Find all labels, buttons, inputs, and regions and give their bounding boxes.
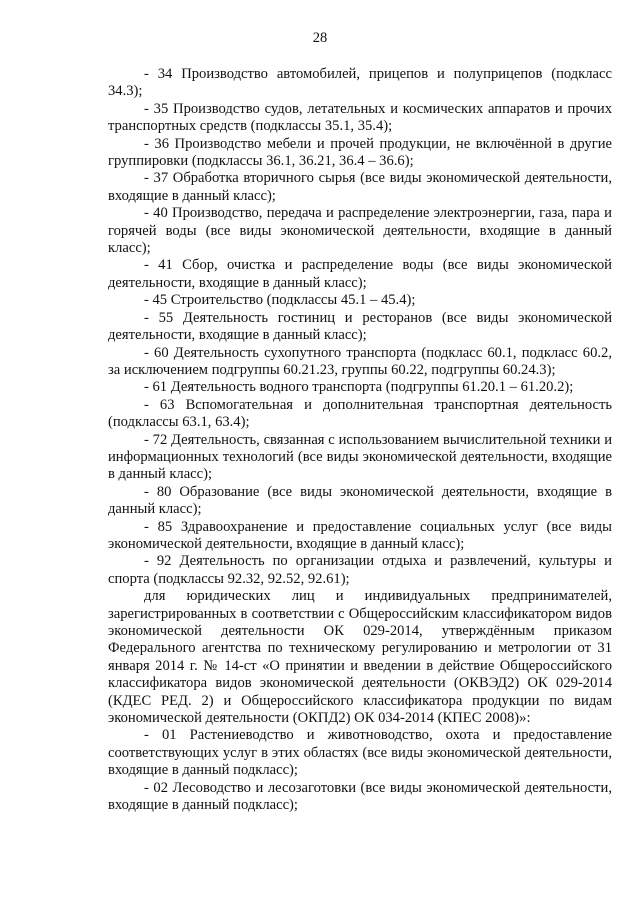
- paragraph-okved-37: - 37 Обработка вторичного сырья (все виды экономической деятельности, входящие в данный класс);: [108, 170, 612, 204]
- document-body: [108, 66, 612, 814]
- paragraph-okved-80: - 80 Образование (все виды экономической деятельности, входящие в данный класс);: [108, 483, 612, 518]
- page-number: 28: [312, 30, 328, 46]
- paragraph-okved2-intro: для юридических лиц и индивидуальных предпринимателей, зарегистрированных в соответствии с Общероссийским классификатором видов экономической деятельности ОК 029-2014, утверждённым приказом Федерального агентства по техническому регулированию и метрологии от 31 января 2014 г. № 14-ст «О принятии и введении в действие Общероссийского классификатора видов экономической деятельности (ОКВЭД2) ОК 029-2014 (КДЕС РЕД. 2) и Общероссийского классификатора продукции по видам экономической деятельности (ОКПД2) ОК 034-2014 (КПЕС 2008)»:: [108, 588, 612, 727]
- paragraph-okved-85: - 85 Здравоохранение и предоставление социальных услуг (все виды экономической деятельности, входящие в данный класс);: [108, 518, 612, 552]
- paragraph-okved-61: - 61 Деятельность водного транспорта (подгруппы 61.20.1 – 61.20.2);: [144, 379, 574, 396]
- paragraph-okved2-02: - 02 Лесоводство и лесозаготовки (все виды экономической деятельности, входящие в данный подкласс);: [108, 779, 612, 814]
- paragraph-okved-92: - 92 Деятельность по организации отдыха и развлечений, культуры и спорта (подклассы 92.32, 92.52, 92.61);: [108, 553, 612, 587]
- paragraph-okved-34: - 34 Производство автомобилей, прицепов и полуприцепов (подкласс 34.3);: [108, 66, 612, 100]
- paragraph-okved-55: - 55 Деятельность гостиниц и ресторанов (все виды экономической деятельности, входящие в данный класс);: [108, 309, 612, 344]
- paragraph-okved-41: - 41 Сбор, очистка и распределение воды (все виды экономической деятельности, входящие в данный класс);: [108, 257, 612, 291]
- paragraph-okved-35: - 35 Производство судов, летательных и космических аппаратов и прочих транспортных средств (подклассы 35.1, 35.4);: [108, 100, 612, 135]
- paragraph-okved-45: - 45 Строительство (подклассы 45.1 – 45.4);: [144, 292, 416, 309]
- paragraph-okved-60: - 60 Деятельность сухопутного транспорта (подкласс 60.1, подкласс 60.2, за исключением подгруппы 60.21.23, группы 60.22, подгруппы 60.24.3);: [108, 344, 612, 378]
- paragraph-okved2-01: - 01 Растениеводство и животноводство, охота и предоставление соответствующих услуг в этих областях (все виды экономической деятельности, входящие в данный подкласс);: [108, 727, 612, 779]
- paragraph-okved-40: - 40 Производство, передача и распределение электроэнергии, газа, пара и горячей воды (все виды экономической деятельности, входящие в данный класс);: [108, 205, 612, 257]
- paragraph-okved-63: - 63 Вспомогательная и дополнительная транспортная деятельность (подклассы 63.1, 63.4);: [108, 396, 612, 431]
- paragraph-okved-36: - 36 Производство мебели и прочей продукции, не включённой в другие группировки (подклассы 36.1, 36.21, 36.4 – 36.6);: [108, 135, 612, 170]
- paragraph-okved-72: - 72 Деятельность, связанная с использованием вычислительной техники и информационных технологий (все виды экономической деятельности, входящие в данный класс);: [108, 431, 612, 483]
